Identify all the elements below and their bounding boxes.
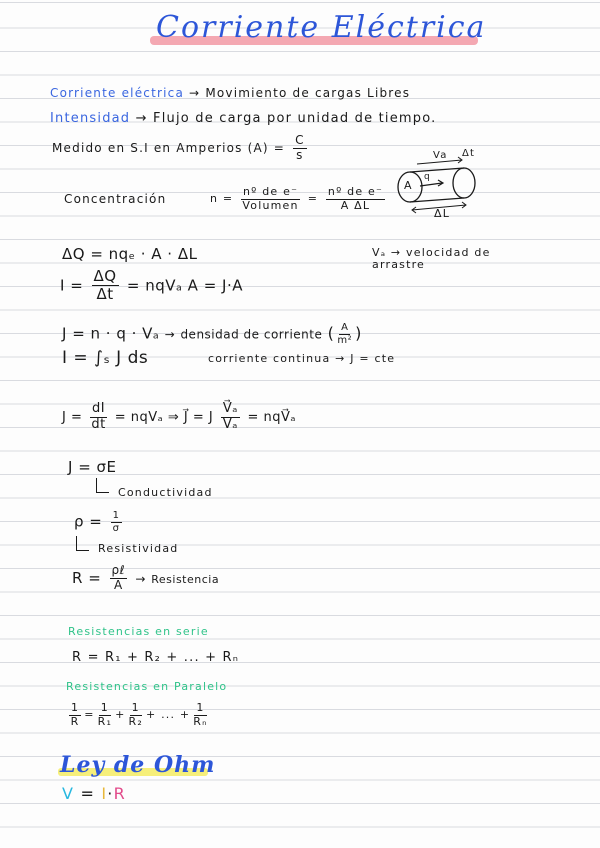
- par-frac: [129, 702, 143, 728]
- coulomb-per-second: [293, 134, 307, 163]
- frac-den: dt: [91, 416, 106, 432]
- concentracion-label: Concentración: [64, 192, 167, 206]
- concentracion-frac1: [241, 186, 300, 212]
- j-frac2: [221, 402, 240, 433]
- si-text: Medido en S.I en Amperios (A) =: [52, 140, 286, 155]
- resistance-formula: [72, 564, 219, 593]
- resistance-label: Resistencia: [151, 572, 220, 586]
- frac-den: A ΔL: [340, 198, 371, 212]
- concentracion-lhs: n =: [210, 192, 234, 206]
- frac-num: C: [295, 133, 305, 147]
- va-note: Vₐ → velocidad de arrastre: [372, 246, 491, 271]
- current-frac: [92, 268, 119, 304]
- integral-formula: I = ∫ₛ J ds: [62, 348, 149, 368]
- concentracion-formula: [210, 186, 388, 212]
- ohm-eq: =: [80, 784, 96, 803]
- j-mid: = nqVₐ ⇒ J⃗ = J: [114, 409, 214, 425]
- arrow: →: [135, 571, 146, 586]
- equals: =: [307, 192, 319, 206]
- arrow: →: [135, 111, 148, 126]
- rho-frac: [111, 510, 122, 534]
- current-lhs: I =: [60, 276, 84, 295]
- diagram-dl-label: ΔL: [434, 207, 451, 220]
- diagram-dt-label: Δt: [462, 148, 476, 159]
- diagram-charge-label: q: [424, 172, 431, 182]
- definition-intensidad: [50, 111, 436, 126]
- j-lhs: J =: [62, 409, 83, 425]
- frac-num: ρℓ: [111, 563, 126, 577]
- page-title: Corriente Eléctrica: [156, 10, 487, 45]
- ohm-dot: ·: [107, 784, 114, 803]
- frac-den: s: [296, 147, 304, 162]
- ohm-heading: Ley de Ohm: [60, 752, 216, 778]
- frac-num: 1: [131, 701, 140, 714]
- dq-formula: ΔQ = nqₑ · A · ΔL: [62, 245, 198, 263]
- bracket-icon: [76, 536, 89, 551]
- term-corriente: Corriente eléctrica: [50, 86, 185, 100]
- paralelo-heading: Resistencias en Paralelo: [66, 680, 228, 693]
- ohm-i: I: [101, 784, 108, 803]
- paralelo-formula: $\frac{1}{R}$ = $\frac{1}{\text{R₁}}$ + $\frac{1}{\text{R₂}}$ + ... + $\frac{1}{\text{Rₙ}}$: [70, 701, 208, 728]
- par-frac: [193, 702, 207, 728]
- diagram-va-label: Va: [433, 150, 448, 161]
- ohm-r: R: [113, 784, 126, 803]
- par-frac: [98, 702, 112, 728]
- par-frac: [69, 702, 81, 728]
- frac-num: V⃗ₐ: [222, 401, 238, 416]
- frac-num: 1: [100, 701, 109, 714]
- resistivity-label: Resistividad: [98, 542, 179, 555]
- frac-num: nº de e⁻: [243, 185, 299, 198]
- frac-den: Rₙ: [193, 714, 208, 728]
- frac-den: A: [113, 577, 123, 592]
- def-corriente: Movimiento de cargas Libres: [205, 86, 411, 100]
- current-rhs: = nqVₐ A = J·A: [126, 276, 243, 295]
- conductivity-formula: J = σE: [68, 458, 117, 476]
- definition-corriente: [50, 86, 410, 100]
- ohm-v: V: [62, 784, 75, 803]
- j-frac: [90, 402, 107, 433]
- r-lhs: R =: [72, 568, 102, 587]
- arrow: →: [189, 86, 201, 100]
- def-intensidad: Flujo de carga por unidad de tiempo.: [153, 111, 437, 126]
- serie-formula: R = R₁ + R₂ + ... + Rₙ: [72, 650, 240, 665]
- frac-num: 1: [196, 701, 205, 714]
- frac-den: m²: [337, 334, 353, 346]
- frac-den: σ: [112, 522, 120, 534]
- frac-num: ΔQ: [93, 267, 117, 285]
- density-eq: J = n · q · Vₐ: [62, 324, 160, 343]
- j-rhs: = nqV⃗ₐ: [247, 409, 296, 425]
- frac-num: dI: [92, 401, 106, 416]
- frac-num: 1: [71, 701, 80, 714]
- si-units-line: [52, 134, 310, 163]
- density-formula: J = n · q · Vₐ → densidad de corriente ( $\frac{A}{\text{m²}}$ ): [62, 322, 362, 346]
- frac-den: Δt: [96, 285, 114, 304]
- frac-den: R: [70, 714, 80, 728]
- frac-num: nº de e⁻: [327, 185, 383, 198]
- frac-num: A: [341, 322, 349, 333]
- frac-den: Vₐ: [222, 416, 238, 432]
- serie-heading: Resistencias en serie: [68, 625, 209, 638]
- frac-den: Volumen: [242, 198, 299, 212]
- bracket-icon: [96, 478, 109, 493]
- frac-den: R₁: [97, 714, 113, 728]
- density-text: densidad de corriente: [180, 327, 323, 342]
- concentracion-frac2: [326, 186, 385, 212]
- term-intensidad: Intensidad: [50, 111, 131, 126]
- current-formula: [60, 268, 243, 304]
- j-vector-formula: [62, 402, 296, 433]
- arrow: →: [164, 327, 176, 342]
- integral-note: corriente continua → J = cte: [208, 352, 396, 365]
- conductivity-label: Conductividad: [118, 486, 213, 499]
- diagram-area-label: A: [404, 179, 413, 192]
- resistivity-formula: [74, 510, 125, 534]
- rho-lhs: ρ =: [74, 512, 103, 531]
- density-unit: [337, 322, 352, 346]
- frac-den: R₂: [128, 714, 143, 728]
- ohm-formula: [62, 784, 126, 803]
- r-frac: [110, 564, 128, 593]
- frac-num: 1: [112, 510, 120, 521]
